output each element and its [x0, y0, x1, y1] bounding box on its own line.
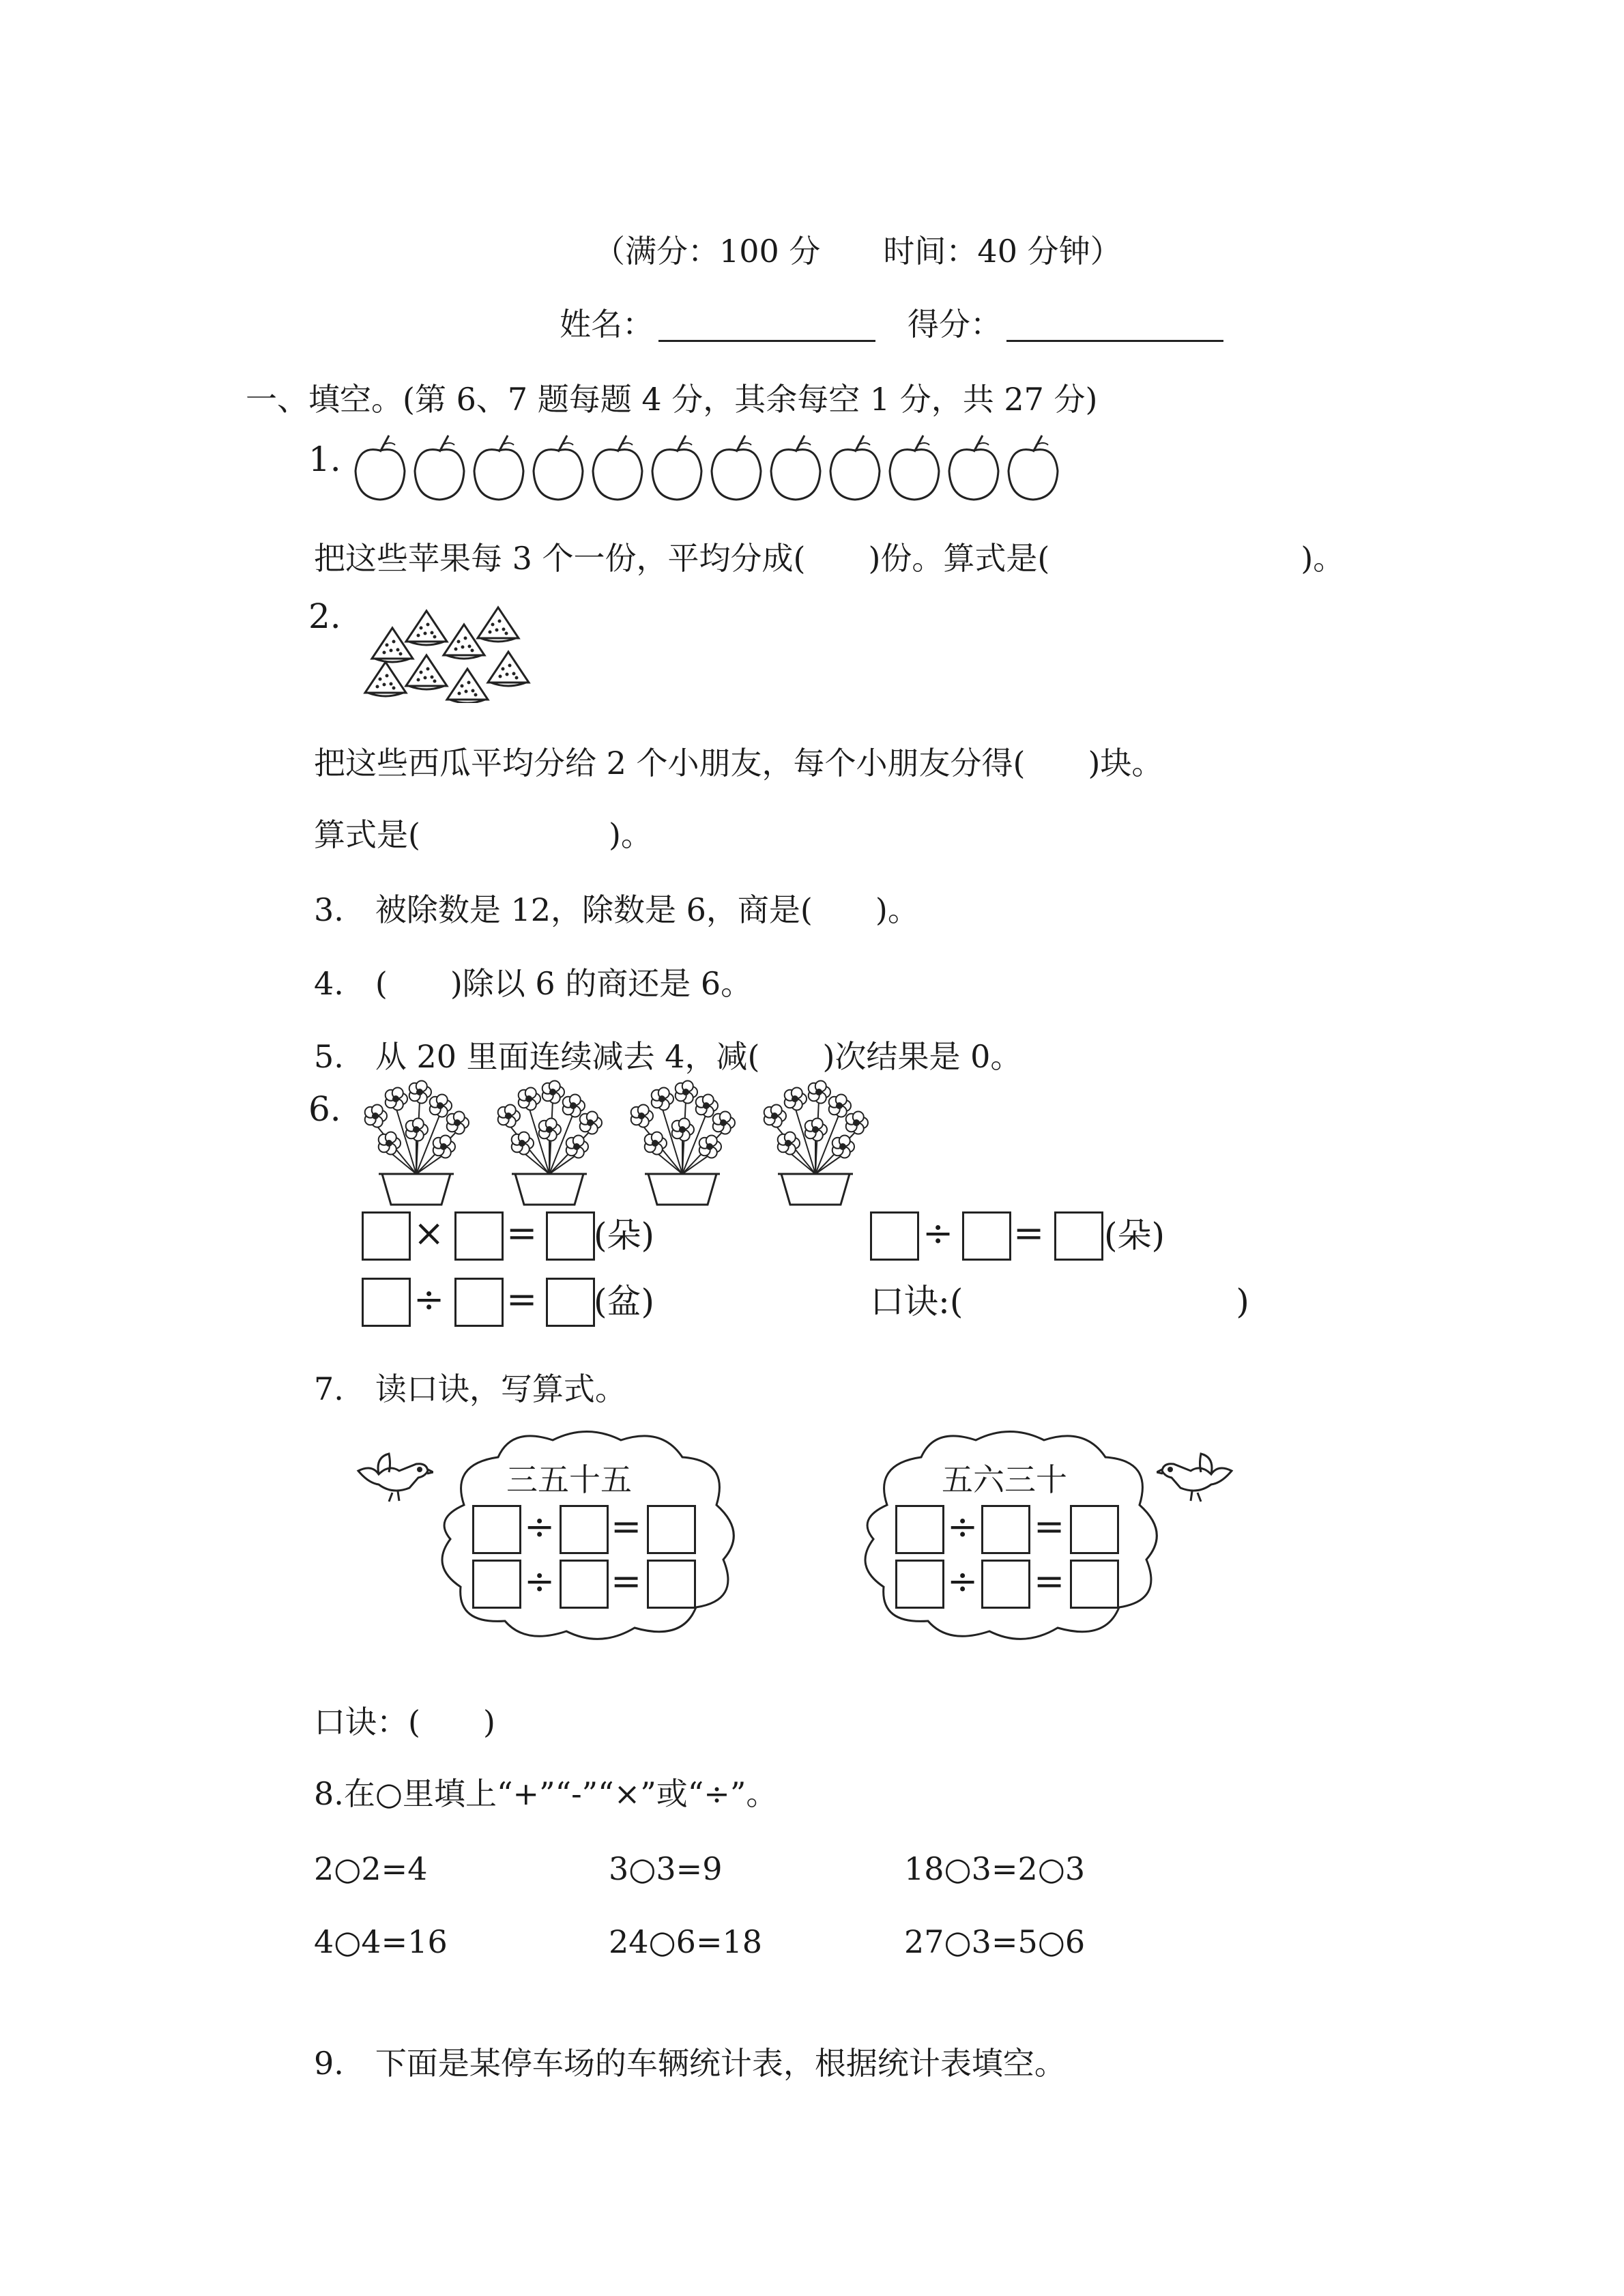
q6-box-7[interactable]	[362, 1278, 411, 1327]
q2-text: 把这些西瓜平均分给 2 个小朋友，每个小朋友分得( )块。	[314, 745, 1163, 781]
q7-box-4[interactable]	[472, 1560, 521, 1609]
divide-sign: ÷	[947, 1505, 978, 1548]
q6-box-8[interactable]	[454, 1278, 504, 1327]
q8-item: 3○3=9	[609, 1850, 723, 1887]
equals-sign: =	[1013, 1211, 1045, 1254]
watermelon-slice-icon	[372, 628, 413, 662]
q7-box-7[interactable]	[895, 1505, 944, 1554]
apple-icon	[890, 435, 939, 500]
flowerpot-row	[351, 1078, 897, 1208]
apple-row	[351, 430, 1075, 505]
q7-box-12[interactable]	[1070, 1560, 1119, 1609]
watermelon-slice-icon	[406, 655, 447, 689]
apple-icon	[534, 435, 583, 500]
score-time-info: （满分：100 分 时间：40 分钟）	[594, 233, 1122, 270]
q8-item: 4○4=16	[314, 1923, 448, 1960]
q2-formula: 算式是( )。	[314, 816, 652, 853]
flowerpot-icon	[764, 1080, 868, 1205]
q2-number: 2.	[308, 597, 341, 636]
apple-icon	[1009, 435, 1058, 500]
q7-box-8[interactable]	[981, 1505, 1030, 1554]
divide-sign: ÷	[923, 1211, 954, 1254]
q7-koujue: 口诀：( )	[314, 1704, 495, 1740]
q7-box-10[interactable]	[895, 1560, 944, 1609]
q7-box-11[interactable]	[981, 1560, 1030, 1609]
times-sign: ×	[414, 1211, 445, 1254]
q7-box-2[interactable]	[560, 1505, 609, 1554]
flowerpot-icon	[365, 1080, 469, 1205]
unit-pot: (盆)	[594, 1282, 655, 1321]
apple-icon	[415, 435, 464, 500]
flowerpot-icon	[498, 1080, 602, 1205]
unit-flower: (朵)	[1104, 1216, 1165, 1255]
cloud-left-koujue: 三五十五	[506, 1461, 632, 1498]
divide-sign: ÷	[947, 1560, 978, 1603]
q7-box-3[interactable]	[647, 1505, 696, 1554]
bird-icon	[1157, 1450, 1238, 1505]
q6-box-6[interactable]	[1054, 1211, 1103, 1261]
apple-icon	[652, 435, 701, 500]
apple-icon	[474, 435, 523, 500]
q6-number: 6.	[308, 1089, 341, 1129]
equals-sign: =	[1034, 1560, 1065, 1603]
unit-flower: (朵)	[594, 1216, 655, 1255]
bird-icon	[351, 1450, 433, 1505]
name-blank[interactable]	[658, 340, 875, 342]
watermelon-slice-icon	[406, 611, 447, 645]
q8-item: 2○2=4	[314, 1850, 428, 1887]
equals-sign: =	[611, 1505, 642, 1548]
watermelon-group	[351, 587, 536, 703]
q7-box-6[interactable]	[647, 1560, 696, 1609]
q8-item: 27○3=5○6	[904, 1923, 1086, 1960]
q6-box-1[interactable]	[362, 1211, 411, 1261]
watermelon-slice-icon	[488, 652, 529, 686]
q7-box-5[interactable]	[560, 1560, 609, 1609]
q7-box-9[interactable]	[1070, 1505, 1119, 1554]
q3-text: 3. 被除数是 12，除数是 6，商是( )。	[314, 891, 919, 928]
q6-box-4[interactable]	[870, 1211, 919, 1261]
q8-text: 8.在○里填上“+”“-”“×”或“÷”。	[314, 1775, 778, 1812]
watermelon-slice-icon	[365, 662, 406, 696]
section-title: 一、填空。(第 6、7 题每题 4 分，其余每空 1 分，共 27 分)	[246, 381, 1098, 418]
apple-icon	[356, 435, 405, 500]
q6-box-2[interactable]	[454, 1211, 504, 1261]
cloud-right-koujue: 五六三十	[942, 1461, 1067, 1498]
score-blank[interactable]	[1006, 340, 1223, 342]
q1-text: 把这些苹果每 3 个一份，平均分成( )份。算式是( )。	[314, 540, 1345, 577]
divide-sign: ÷	[524, 1505, 555, 1548]
flowerpot-icon	[631, 1080, 735, 1205]
apple-icon	[949, 435, 998, 500]
q6-box-5[interactable]	[962, 1211, 1011, 1261]
q7-text: 7. 读口诀，写算式。	[314, 1371, 626, 1407]
watermelon-slice-icon	[447, 669, 488, 703]
q6-koujue: 口诀:( )	[870, 1282, 1249, 1321]
apple-icon	[593, 435, 642, 500]
divide-sign: ÷	[524, 1560, 555, 1603]
q5-text: 5. 从 20 里面连续减去 4，减( )次结果是 0。	[314, 1038, 1022, 1075]
q6-box-9[interactable]	[546, 1278, 595, 1327]
q8-item: 18○3=2○3	[904, 1850, 1086, 1887]
q1-number: 1.	[308, 440, 341, 479]
apple-icon	[712, 435, 761, 500]
score-label: 得分：	[908, 306, 1002, 343]
apple-icon	[830, 435, 880, 500]
equals-sign: =	[1034, 1505, 1065, 1548]
equals-sign: =	[611, 1560, 642, 1603]
equals-sign: =	[506, 1211, 538, 1254]
q7-box-1[interactable]	[472, 1505, 521, 1554]
divide-sign: ÷	[414, 1278, 445, 1321]
apple-icon	[771, 435, 820, 500]
q8-item: 24○6=18	[609, 1923, 763, 1960]
equals-sign: =	[506, 1278, 538, 1321]
name-label: 姓名：	[560, 306, 654, 343]
q6-box-3[interactable]	[546, 1211, 595, 1261]
watermelon-slice-icon	[478, 607, 519, 642]
watermelon-slice-icon	[444, 625, 484, 659]
q4-text: 4. ( )除以 6 的商还是 6。	[314, 965, 753, 1002]
q9-text: 9. 下面是某停车场的车辆统计表，根据统计表填空。	[314, 2045, 1066, 2082]
